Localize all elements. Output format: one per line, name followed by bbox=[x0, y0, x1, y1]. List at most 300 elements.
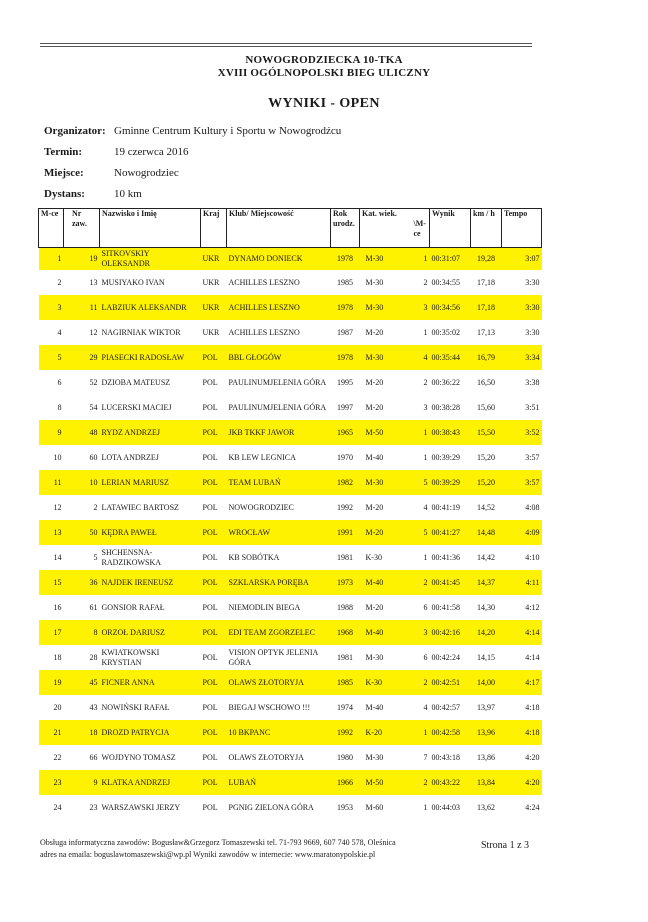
cell-year: 1970 bbox=[337, 452, 353, 462]
cell-name: LOTA ANDRZEJ bbox=[101, 452, 159, 462]
cell-category-place: 1 bbox=[414, 420, 430, 445]
cell-place: 9 bbox=[39, 420, 64, 445]
table-row bbox=[39, 295, 542, 320]
cell-club: OLAWS ZŁOTORYJA bbox=[227, 670, 331, 695]
cell-year: 1991 bbox=[331, 520, 360, 545]
cell-country: POL bbox=[202, 402, 218, 412]
cell-country: POL bbox=[202, 702, 218, 712]
cell-kmh: 17,18 bbox=[477, 277, 495, 287]
cell-year: 1992 bbox=[337, 502, 353, 512]
cell-name: WOJDYNO TOMASZ bbox=[101, 752, 176, 762]
col-club: Klub/ Miejscowość bbox=[227, 209, 331, 248]
cell-number: 45 bbox=[64, 670, 100, 695]
table-row bbox=[39, 695, 542, 720]
table-row bbox=[39, 320, 542, 345]
table-row bbox=[39, 545, 542, 570]
cell-category-place: 2 bbox=[423, 277, 428, 287]
cell-category: M-20 bbox=[365, 502, 384, 512]
cell-category: M-40 bbox=[365, 452, 384, 462]
cell-country: UKR bbox=[202, 277, 220, 287]
cell-kmh: 14,42 bbox=[477, 552, 495, 562]
cell-time: 00:43:22 bbox=[430, 770, 471, 795]
cell-club: ACHILLES LESZNO bbox=[227, 295, 331, 320]
cell-kmh: 17,13 bbox=[477, 327, 495, 337]
cell-category: M-20 bbox=[360, 520, 414, 545]
cell-name: WARSZAWSKI JERZY bbox=[101, 802, 181, 812]
cell-time: 00:39:29 bbox=[431, 452, 460, 462]
cell-category-place: 2 bbox=[414, 670, 430, 695]
cell-name: PIASECKI RADOSŁAW bbox=[100, 345, 201, 370]
cell-category-place: 1 bbox=[423, 452, 428, 462]
cell-tempo: 3:51 bbox=[525, 402, 540, 412]
cell-place: 18 bbox=[53, 652, 62, 662]
info-value: Gminne Centrum Kultury i Sportu w Nowogrodźcu bbox=[114, 125, 342, 137]
cell-kmh: 14,15 bbox=[477, 652, 495, 662]
cell-club: NOWOGRODZIEC bbox=[228, 502, 294, 512]
cell-country: POL bbox=[202, 652, 218, 662]
table-row bbox=[39, 670, 542, 695]
cell-category: M-30 bbox=[360, 248, 414, 271]
cell-number: 50 bbox=[64, 520, 100, 545]
cell-year: 1968 bbox=[331, 620, 360, 645]
cell-place: 5 bbox=[39, 345, 64, 370]
table-row bbox=[39, 720, 542, 745]
cell-name: SHCHENSNA-RADZIKOWSKA bbox=[101, 547, 162, 567]
cell-kmh: 13,97 bbox=[477, 702, 495, 712]
cell-year: 1980 bbox=[337, 752, 353, 762]
table-row bbox=[39, 620, 542, 645]
cell-number: 36 bbox=[64, 570, 100, 595]
cell-club: 10 BKPANC bbox=[227, 720, 331, 745]
cell-number: 43 bbox=[89, 702, 98, 712]
col-name: Nazwisko i Imię bbox=[100, 209, 201, 248]
cell-name: ORZOŁ DARIUSZ bbox=[100, 620, 201, 645]
cell-tempo: 4:12 bbox=[525, 602, 540, 612]
cell-category-place: 5 bbox=[414, 520, 430, 545]
cell-number: 10 bbox=[64, 470, 100, 495]
table-row bbox=[39, 645, 542, 670]
cell-tempo: 4:18 bbox=[525, 702, 540, 712]
cell-category: M-30 bbox=[360, 295, 414, 320]
cell-country: POL bbox=[201, 620, 227, 645]
cell-kmh: 13,96 bbox=[471, 720, 502, 745]
cell-number: 9 bbox=[64, 770, 100, 795]
cell-name: GONSIOR RAFAŁ bbox=[101, 602, 165, 612]
cell-club: JKB TKKF JAWOR bbox=[227, 420, 331, 445]
cell-country: POL bbox=[202, 602, 218, 612]
cell-place: 13 bbox=[39, 520, 64, 545]
cell-category: M-20 bbox=[365, 377, 384, 387]
cell-time: 00:38:43 bbox=[430, 420, 471, 445]
table-row bbox=[39, 270, 542, 295]
cell-year: 1982 bbox=[331, 470, 360, 495]
cell-category: M-20 bbox=[365, 602, 384, 612]
cell-country: POL bbox=[202, 502, 218, 512]
cell-time: 00:42:58 bbox=[430, 720, 471, 745]
cell-place: 20 bbox=[53, 702, 62, 712]
cell-club: BIEGAJ WSCHOWO !!! bbox=[228, 702, 311, 712]
cell-number: 19 bbox=[64, 248, 100, 271]
cell-club: KB LEW LEGNICA bbox=[228, 452, 296, 462]
cell-kmh: 13,86 bbox=[477, 752, 495, 762]
cell-place: 19 bbox=[39, 670, 64, 695]
page-number: Strona 1 z 3 bbox=[481, 840, 530, 851]
cell-kmh: 14,30 bbox=[477, 602, 495, 612]
cell-club: VISION OPTYK JELENIA GÓRA bbox=[228, 647, 318, 667]
cell-year: 1965 bbox=[331, 420, 360, 445]
info-value: 19 czerwca 2016 bbox=[114, 146, 189, 158]
cell-place: 15 bbox=[39, 570, 64, 595]
table-header-row bbox=[39, 209, 542, 248]
cell-time: 00:35:02 bbox=[431, 327, 460, 337]
cell-kmh: 15,20 bbox=[471, 470, 502, 495]
cell-time: 00:41:36 bbox=[431, 552, 460, 562]
cell-tempo: 3:30 bbox=[502, 295, 542, 320]
cell-name: LUCERSKI MACIEJ bbox=[101, 402, 172, 412]
cell-name: RYDZ ANDRZEJ bbox=[100, 420, 201, 445]
cell-name: NAJDEK IRENEUSZ bbox=[100, 570, 201, 595]
cell-kmh: 16,50 bbox=[477, 377, 495, 387]
cell-kmh: 14,48 bbox=[471, 520, 502, 545]
cell-category-place: 1 bbox=[423, 802, 428, 812]
cell-country: POL bbox=[201, 570, 227, 595]
col-place: M-ce bbox=[39, 209, 64, 248]
cell-place: 1 bbox=[39, 248, 64, 271]
cell-number: 61 bbox=[89, 602, 98, 612]
cell-tempo: 3:07 bbox=[502, 248, 542, 271]
table-row bbox=[39, 770, 542, 795]
cell-place: 4 bbox=[57, 327, 62, 337]
info-label: Miejsce: bbox=[44, 167, 84, 179]
cell-tempo: 4:10 bbox=[525, 552, 540, 562]
table-row bbox=[39, 520, 542, 545]
cell-place: 23 bbox=[39, 770, 64, 795]
col-category: Kat. wiek. bbox=[360, 209, 414, 248]
cell-year: 1981 bbox=[337, 552, 353, 562]
cell-place: 12 bbox=[53, 502, 62, 512]
cell-time: 00:34:55 bbox=[431, 277, 460, 287]
footer-text bbox=[40, 837, 396, 861]
cell-category-place: 1 bbox=[414, 720, 430, 745]
cell-kmh: 13,84 bbox=[471, 770, 502, 795]
cell-category: M-30 bbox=[360, 470, 414, 495]
cell-club: ACHILLES LESZNO bbox=[228, 327, 300, 337]
cell-year: 1953 bbox=[337, 802, 353, 812]
cell-time: 00:31:07 bbox=[430, 248, 471, 271]
cell-club: EDI TEAM ZGORZELEC bbox=[227, 620, 331, 645]
col-number: Nr zaw. bbox=[64, 209, 100, 248]
info-label: Termin: bbox=[44, 146, 83, 158]
cell-place: 14 bbox=[53, 552, 62, 562]
cell-tempo: 3:38 bbox=[525, 377, 540, 387]
col-kmh: km / h bbox=[471, 209, 502, 248]
cell-year: 1992 bbox=[331, 720, 360, 745]
cell-tempo: 4:18 bbox=[502, 720, 542, 745]
cell-category: M-30 bbox=[360, 345, 414, 370]
cell-category-place: 4 bbox=[423, 502, 428, 512]
cell-name: NOWIŃSKI RAFAŁ bbox=[101, 702, 170, 712]
table-row bbox=[39, 495, 542, 520]
cell-tempo: 3:30 bbox=[525, 277, 540, 287]
cell-year: 1985 bbox=[331, 670, 360, 695]
cell-category-place: 4 bbox=[423, 702, 428, 712]
cell-place: 11 bbox=[39, 470, 64, 495]
cell-club: OLAWS ZŁOTORYJA bbox=[228, 752, 304, 762]
cell-number: 60 bbox=[89, 452, 98, 462]
cell-time: 00:38:28 bbox=[431, 402, 460, 412]
info-value: 10 km bbox=[114, 188, 142, 200]
cell-category: M-50 bbox=[360, 770, 414, 795]
cell-club: NIEMODLIN BIEGA bbox=[228, 602, 301, 612]
cell-country: POL bbox=[201, 720, 227, 745]
table-row bbox=[39, 420, 542, 445]
cell-place: 22 bbox=[53, 752, 62, 762]
cell-year: 1997 bbox=[337, 402, 353, 412]
cell-kmh: 15,60 bbox=[477, 402, 495, 412]
top-rule-2 bbox=[40, 46, 532, 47]
cell-year: 1995 bbox=[337, 377, 353, 387]
cell-number: 18 bbox=[64, 720, 100, 745]
top-rule-1 bbox=[40, 43, 532, 44]
cell-category-place: 5 bbox=[414, 470, 430, 495]
footer-line-1: Obsługa informatyczna zawodów: Bogusław&Grzegorz Tomaszewski tel. 71-793 9669, 607 740 578, Oleśnica bbox=[40, 838, 396, 847]
cell-tempo: 4:24 bbox=[525, 802, 540, 812]
cell-country: POL bbox=[202, 802, 218, 812]
cell-time: 00:41:27 bbox=[430, 520, 471, 545]
cell-tempo: 4:11 bbox=[502, 570, 542, 595]
info-label: Organizator: bbox=[44, 125, 106, 137]
cell-number: 13 bbox=[89, 277, 98, 287]
cell-name: LATAWIEC BARTOSZ bbox=[101, 502, 179, 512]
cell-name: DROZD PATRYCJA bbox=[100, 720, 201, 745]
cell-name: MUSIYAKO IVAN bbox=[101, 277, 165, 287]
col-tempo: Tempo bbox=[502, 209, 542, 248]
results-title: WYNIKI - OPEN bbox=[268, 96, 380, 111]
cell-tempo: 4:08 bbox=[525, 502, 540, 512]
table-row bbox=[39, 570, 542, 595]
cell-tempo: 4:20 bbox=[525, 752, 540, 762]
cell-tempo: 3:52 bbox=[502, 420, 542, 445]
cell-time: 00:35:44 bbox=[430, 345, 471, 370]
cell-time: 00:42:57 bbox=[431, 702, 460, 712]
cell-number: 2 bbox=[93, 502, 98, 512]
cell-country: POL bbox=[201, 420, 227, 445]
col-year: Rok urodz. bbox=[331, 209, 360, 248]
cell-category: M-30 bbox=[365, 652, 384, 662]
table-row bbox=[39, 795, 542, 820]
cell-time: 00:43:18 bbox=[431, 752, 460, 762]
cell-number: 11 bbox=[64, 295, 100, 320]
cell-number: 28 bbox=[89, 652, 98, 662]
cell-category-place: 2 bbox=[414, 570, 430, 595]
cell-country: POL bbox=[201, 520, 227, 545]
cell-number: 5 bbox=[93, 552, 98, 562]
results-table bbox=[38, 208, 542, 820]
cell-category-place: 7 bbox=[423, 752, 428, 762]
cell-place: 16 bbox=[53, 602, 62, 612]
cell-club: PGNIG ZIELONA GÓRA bbox=[228, 802, 314, 812]
cell-tempo: 4:14 bbox=[525, 652, 540, 662]
cell-category: M-30 bbox=[365, 277, 384, 287]
cell-tempo: 3:30 bbox=[525, 327, 540, 337]
cell-category-place: 2 bbox=[423, 377, 428, 387]
cell-place: 6 bbox=[57, 377, 62, 387]
cell-time: 00:34:56 bbox=[430, 295, 471, 320]
cell-year: 1981 bbox=[337, 652, 353, 662]
cell-category-place: 1 bbox=[423, 327, 428, 337]
cell-time: 00:39:29 bbox=[430, 470, 471, 495]
footer-line-2: adres na emaila: boguslawtomaszewski@wp.pl Wyniki zawodów w internecie: www.maratonypolskie.pl bbox=[40, 850, 376, 859]
table-row bbox=[39, 345, 542, 370]
cell-name: NAGIRNIAK WIKTOR bbox=[101, 327, 181, 337]
cell-club: BBL GŁOGÓW bbox=[227, 345, 331, 370]
cell-category: M-20 bbox=[365, 327, 384, 337]
cell-category-place: 1 bbox=[414, 248, 430, 271]
cell-tempo: 4:14 bbox=[502, 620, 542, 645]
cell-time: 00:41:58 bbox=[431, 602, 460, 612]
col-category-place: \M-ce bbox=[414, 209, 430, 248]
cell-year: 1985 bbox=[337, 277, 353, 287]
cell-number: 52 bbox=[89, 377, 98, 387]
cell-year: 1974 bbox=[337, 702, 353, 712]
cell-place: 21 bbox=[39, 720, 64, 745]
info-value: Nowogrodziec bbox=[114, 167, 179, 179]
cell-time: 00:42:51 bbox=[430, 670, 471, 695]
cell-kmh: 14,20 bbox=[471, 620, 502, 645]
cell-kmh: 13,62 bbox=[477, 802, 495, 812]
cell-category-place: 6 bbox=[423, 602, 428, 612]
cell-category: M-60 bbox=[365, 802, 384, 812]
cell-kmh: 14,37 bbox=[471, 570, 502, 595]
cell-category: K-20 bbox=[360, 720, 414, 745]
cell-name: KLATKA ANDRZEJ bbox=[100, 770, 201, 795]
cell-time: 00:41:19 bbox=[431, 502, 460, 512]
cell-number: 48 bbox=[64, 420, 100, 445]
cell-name: SITKOVSKIY OLEKSANDR bbox=[100, 248, 201, 271]
cell-category-place: 6 bbox=[423, 652, 428, 662]
cell-country: POL bbox=[201, 345, 227, 370]
cell-place: 10 bbox=[53, 452, 62, 462]
cell-category: M-30 bbox=[365, 752, 384, 762]
event-subtitle: XVIII OGÓLNOPOLSKI BIEG ULICZNY bbox=[217, 67, 431, 79]
cell-year: 1973 bbox=[331, 570, 360, 595]
cell-category-place: 1 bbox=[423, 552, 428, 562]
cell-category: M-40 bbox=[365, 702, 384, 712]
cell-place: 8 bbox=[57, 402, 62, 412]
cell-country: UKR bbox=[201, 248, 227, 271]
table-row bbox=[39, 370, 542, 395]
cell-category-place: 2 bbox=[414, 770, 430, 795]
col-country: Kraj bbox=[201, 209, 227, 248]
cell-number: 12 bbox=[89, 327, 98, 337]
table-row bbox=[39, 745, 542, 770]
cell-kmh: 17,18 bbox=[471, 295, 502, 320]
cell-time: 00:42:16 bbox=[430, 620, 471, 645]
cell-country: POL bbox=[202, 552, 218, 562]
cell-name: KĘDRA PAWEŁ bbox=[100, 520, 201, 545]
cell-name: LERIAN MARIUSZ bbox=[100, 470, 201, 495]
cell-time: 00:44:03 bbox=[431, 802, 460, 812]
cell-year: 1978 bbox=[331, 345, 360, 370]
cell-club: LUBAŃ bbox=[227, 770, 331, 795]
cell-year: 1966 bbox=[331, 770, 360, 795]
cell-place: 17 bbox=[39, 620, 64, 645]
cell-kmh: 14,52 bbox=[477, 502, 495, 512]
cell-club: SZKLARSKA PORĘBA bbox=[227, 570, 331, 595]
cell-tempo: 3:57 bbox=[525, 452, 540, 462]
table-row bbox=[39, 470, 542, 495]
cell-tempo: 4:20 bbox=[502, 770, 542, 795]
cell-kmh: 15,20 bbox=[477, 452, 495, 462]
cell-year: 1988 bbox=[337, 602, 353, 612]
cell-club: TEAM LUBAŃ bbox=[227, 470, 331, 495]
cell-country: UKR bbox=[202, 327, 220, 337]
cell-country: POL bbox=[201, 770, 227, 795]
cell-place: 3 bbox=[39, 295, 64, 320]
cell-club: DYNAMO DONIECK bbox=[227, 248, 331, 271]
cell-name: FICNER ANNA bbox=[100, 670, 201, 695]
cell-number: 23 bbox=[89, 802, 98, 812]
cell-category: K-30 bbox=[365, 552, 382, 562]
cell-country: POL bbox=[202, 752, 218, 762]
results-body bbox=[39, 248, 542, 821]
cell-club: ACHILLES LESZNO bbox=[228, 277, 300, 287]
cell-category: K-30 bbox=[360, 670, 414, 695]
table-row bbox=[39, 445, 542, 470]
cell-category: M-40 bbox=[360, 570, 414, 595]
cell-category-place: 3 bbox=[423, 402, 428, 412]
cell-country: POL bbox=[202, 377, 218, 387]
cell-year: 1978 bbox=[331, 248, 360, 271]
cell-tempo: 4:09 bbox=[502, 520, 542, 545]
cell-country: UKR bbox=[201, 295, 227, 320]
cell-club: PAULINUMJELENIA GÓRA bbox=[228, 402, 327, 412]
cell-number: 54 bbox=[89, 402, 98, 412]
col-time: Wynik bbox=[430, 209, 471, 248]
cell-tempo: 3:57 bbox=[502, 470, 542, 495]
cell-category: M-40 bbox=[360, 620, 414, 645]
cell-category-place: 4 bbox=[414, 345, 430, 370]
event-title: NOWOGRODZIECKA 10-TKA bbox=[245, 54, 403, 66]
cell-tempo: 3:34 bbox=[502, 345, 542, 370]
cell-category: M-50 bbox=[360, 420, 414, 445]
cell-category: M-20 bbox=[365, 402, 384, 412]
cell-place: 2 bbox=[57, 277, 62, 287]
cell-number: 29 bbox=[64, 345, 100, 370]
cell-tempo: 4:17 bbox=[502, 670, 542, 695]
cell-name: DZIOBA MATEUSZ bbox=[101, 377, 171, 387]
table-row bbox=[39, 395, 542, 420]
cell-year: 1978 bbox=[331, 295, 360, 320]
cell-category-place: 3 bbox=[414, 620, 430, 645]
cell-kmh: 16,79 bbox=[471, 345, 502, 370]
cell-kmh: 14,00 bbox=[471, 670, 502, 695]
cell-time: 00:41:45 bbox=[430, 570, 471, 595]
cell-place: 24 bbox=[53, 802, 62, 812]
cell-country: POL bbox=[201, 670, 227, 695]
cell-time: 00:36:22 bbox=[431, 377, 460, 387]
cell-club: WROCŁAW bbox=[227, 520, 331, 545]
cell-country: POL bbox=[201, 470, 227, 495]
cell-name: KWIATKOWSKI KRYSTIAN bbox=[101, 647, 160, 667]
cell-country: POL bbox=[202, 452, 218, 462]
cell-number: 8 bbox=[64, 620, 100, 645]
cell-year: 1987 bbox=[337, 327, 353, 337]
cell-time: 00:42:24 bbox=[431, 652, 460, 662]
info-label: Dystans: bbox=[44, 188, 85, 200]
cell-number: 66 bbox=[89, 752, 98, 762]
cell-club: KB SOBÓTKA bbox=[228, 552, 280, 562]
